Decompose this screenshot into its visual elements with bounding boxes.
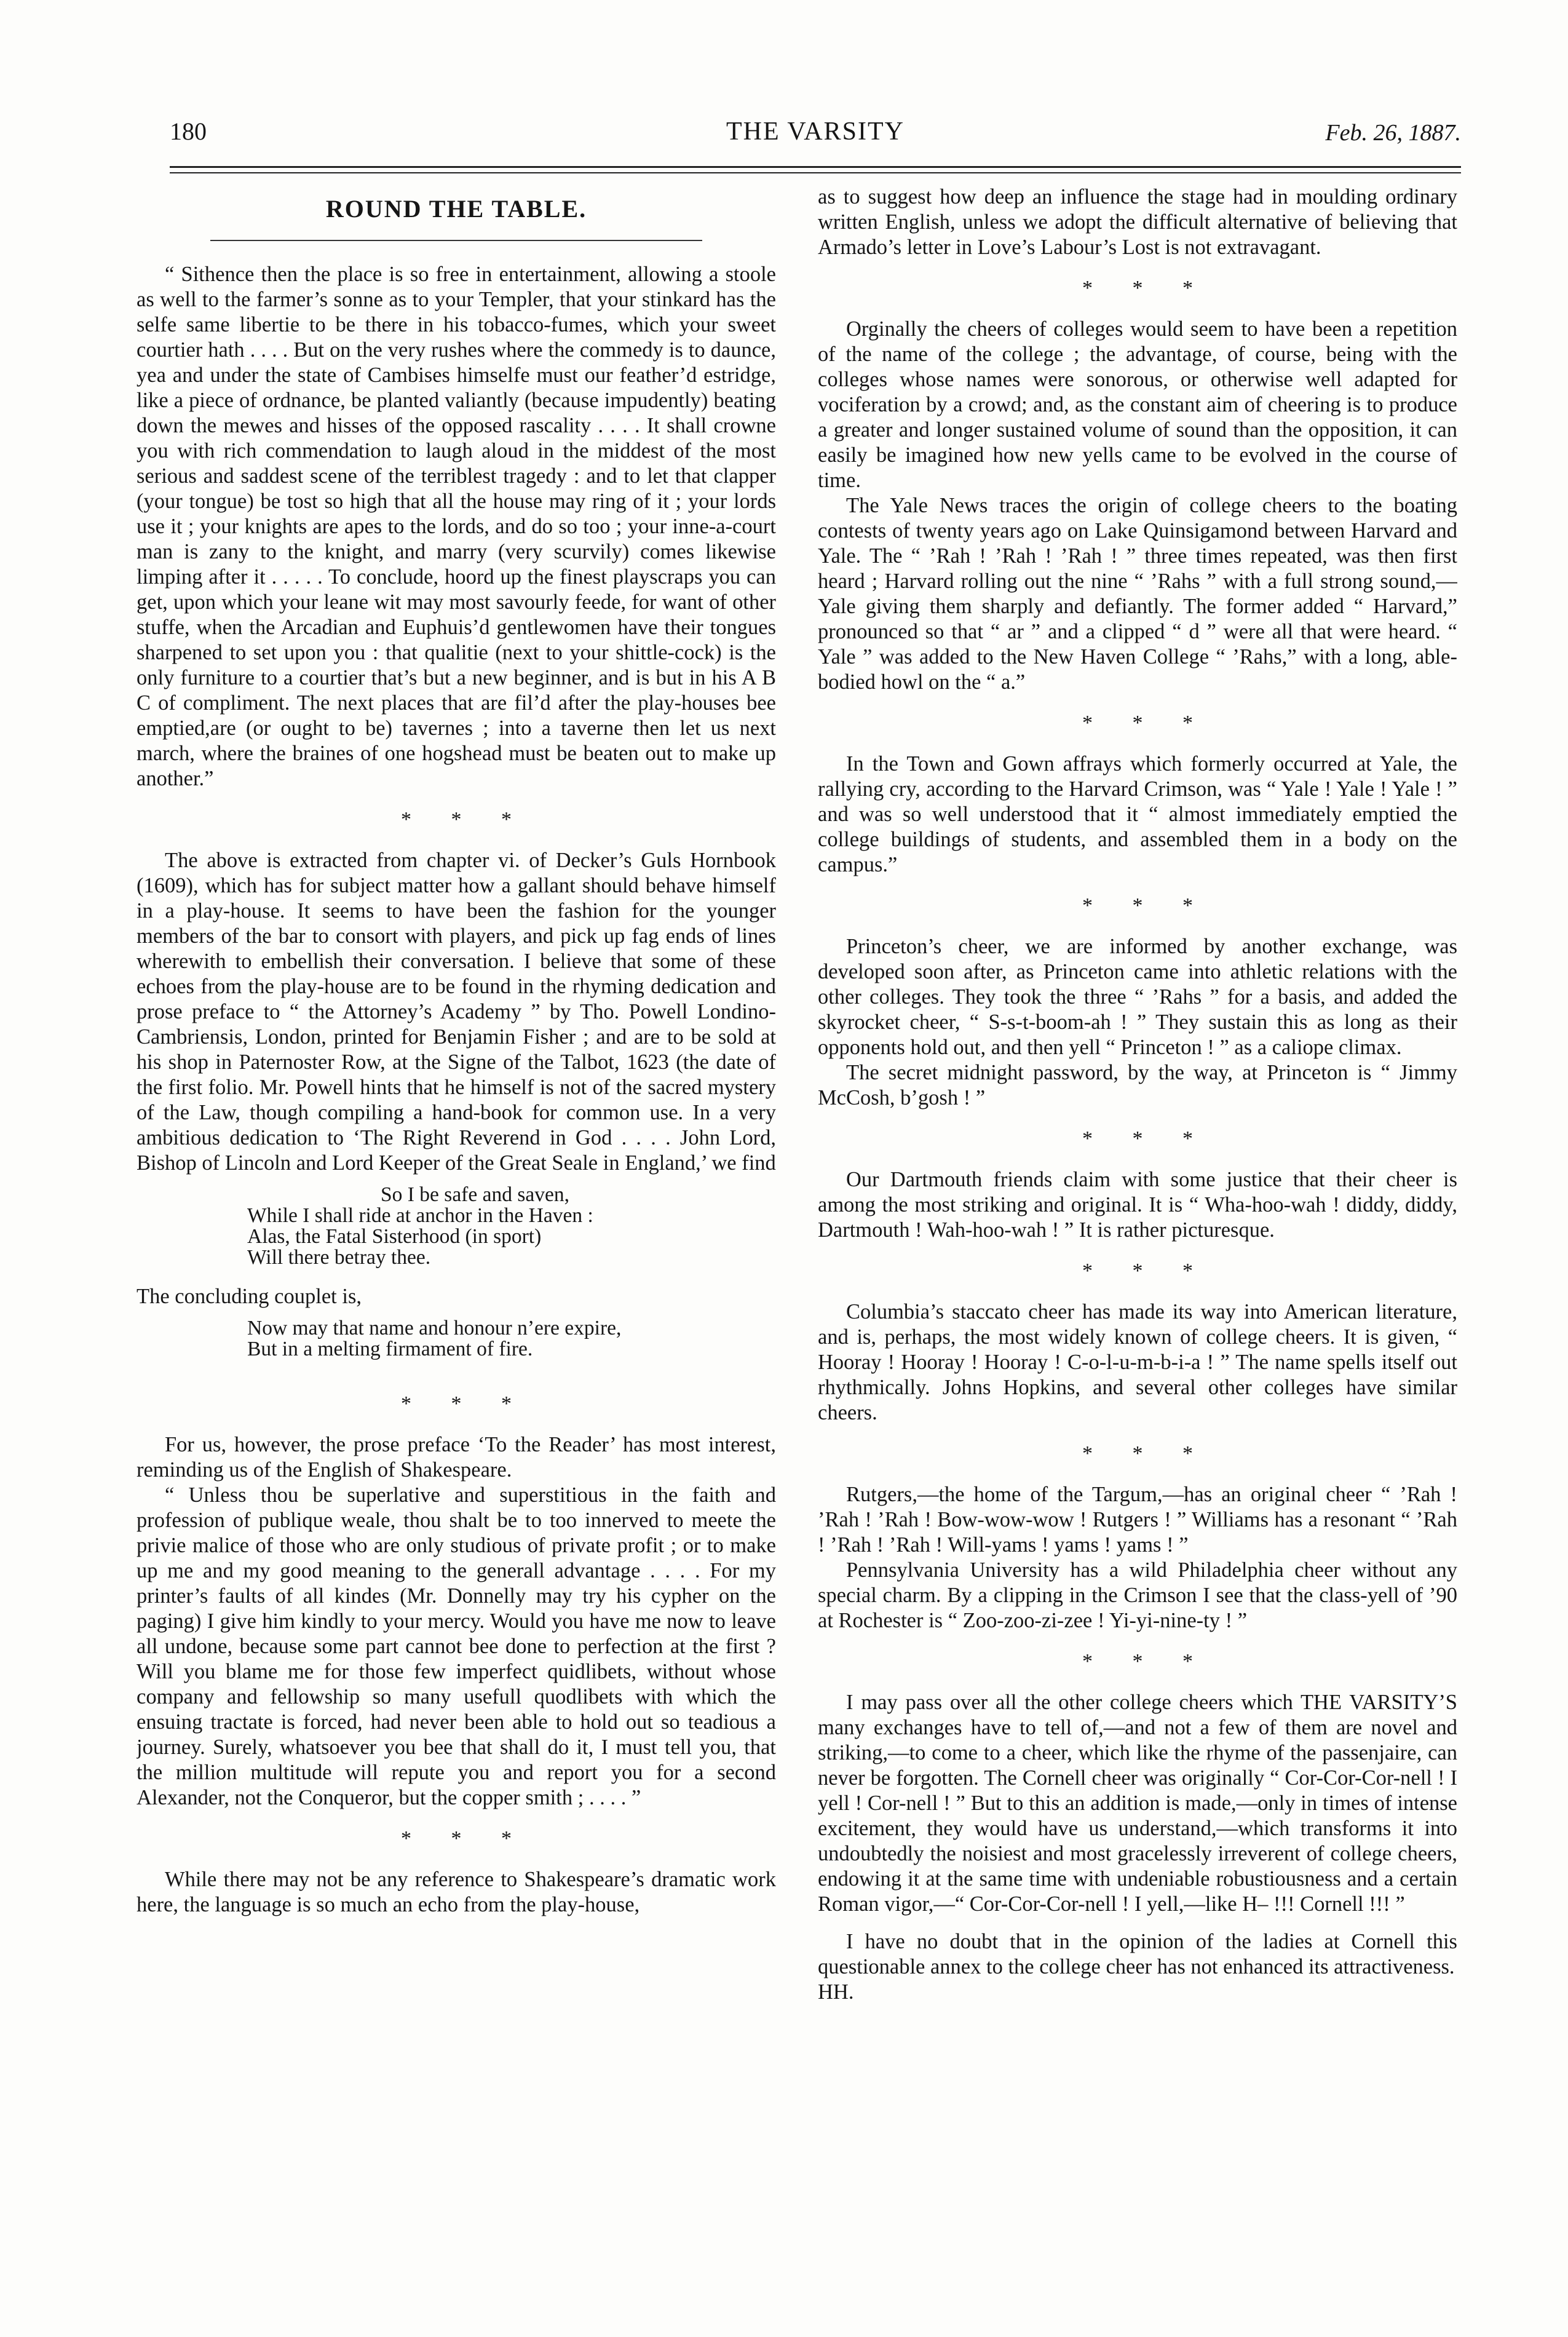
verse-couplet bbox=[137, 1318, 776, 1360]
separator-stars: * * * bbox=[1082, 1127, 1193, 1150]
section-title: ROUND THE TABLE. bbox=[325, 195, 587, 223]
verse-line: Now may that name and honour n’ere expire, bbox=[247, 1317, 622, 1339]
author-signature: HH. bbox=[818, 1980, 854, 2004]
paragraph-town-gown: In the Town and Gown affrays which formerly occurred at Yale, the rallying cry, according to the Harvard Crimson, was “ Yale ! Yale ! Yale ! ” and was so well understood that it “ almost immediately emptied the college buildings of students, and assembled them in a body on the campus.” bbox=[818, 752, 1457, 876]
paragraph-origin-cheers: Orginally the cheers of colleges would seem to have been a repetition of the name of the college ; the advantage, of course, being with the colleges whose names were sonorous, or otherwise well adapted for vociferation by a crowd; and, as the constant aim of cheering is to produce a greater and longer sustained volume of sound than the opposition, it can easily be imagined how new yells came to be evolved in the course of time. bbox=[818, 317, 1457, 492]
left-column bbox=[137, 184, 776, 2300]
paragraph-princeton-password: The secret midnight password, by the way, at Princeton is “ Jimmy McCosh, b’gosh ! ” bbox=[818, 1061, 1457, 1109]
separator-stars: * * * bbox=[1082, 894, 1193, 917]
separator-stars: * * * bbox=[1082, 1260, 1193, 1282]
verse-dedication bbox=[137, 1184, 776, 1268]
separator-stars: * * * bbox=[401, 1392, 512, 1415]
separator-stars: * * * bbox=[1082, 712, 1193, 734]
paragraph-decker-quote: “ Sithence then the place is so free in entertainment, allowing a stoole as well to the farmer’s sonne as to your Templer, that your stinkard has the selfe same libertie to be there in his tobacco-fumes, which your sweet courtier hath . . . . But on the very rushes where the commedy is to daunce, yea and under the state of Cambises himselfe must our feather’d estridge, like a piece of ordnance, be planted valiantly (because impudently) beating down the mewes and hisses of the opposed rascality . . . . It shall crowne you with rich commendation to laugh aloud in the middest of the most serious and saddest scene of the terriblest tragedy : and to let that clapper (your tongue) be tost so high that all the house may ring of it ; your lords use it ; your knights are apes to the lords, and do so too ; your inne-a-court man is zany to the knight, and marry (very scurvily) comes likewise limping after it . . . . . To conclude, hoord up the finest playscraps you can get, upon which your leane wit may most savourly feede, for want of other stuffe, when the Arcadian and Euphuis’d gentlewomen have their tongues sharpened to set upon you : that qualitie (next to your shittle-cock) is the only furniture to a courtier that’s but a new beginner, and is but in his A B C of compliment. The next places that are fil’d after the play-houses bee emptied,are (or ought to be) tavernes ; into a taverne then let us next march, where the braines of one hogshead must be beaten out to make up another.” bbox=[137, 263, 776, 790]
separator-stars: * * * bbox=[401, 808, 512, 831]
verse-line: Will there betray thee. bbox=[247, 1246, 431, 1269]
paragraph-rutgers: Rutgers,—the home of the Targum,—has an original cheer “ ’Rah ! ’Rah ! ’Rah ! Bow-wow-wow ! Rutgers ! ” Williams has a resonant “ ’Rah ! ’Rah ! ’Rah ! Will-yams ! yams ! yams ! ” bbox=[818, 1483, 1457, 1557]
page-header bbox=[170, 117, 1461, 160]
paragraph-columbia: Columbia’s staccato cheer has made its way into American literature, and is, perhaps, the most widely known of college cheers. It is given, “ Hooray ! Hooray ! Hooray ! C-o-l-u-m-b-i-a ! ” The name spells itself out rhythmically. Johns Hopkins, and several other colleges have similar cheers. bbox=[818, 1300, 1457, 1424]
issue-date: Feb. 26, 1887. bbox=[1325, 120, 1461, 146]
paragraph-prose-preface: For us, however, the prose preface ‘To the Reader’ has most interest, reminding us of the English of Shakespeare. bbox=[137, 1433, 776, 1482]
paragraph-dartmouth: Our Dartmouth friends claim with some justice that their cheer is among the most striking and original. It is “ Wha-hoo-wah ! diddy, diddy, Dartmouth ! Wah-hoo-wah ! ” It is rather picturesque. bbox=[818, 1168, 1457, 1242]
verse-line: But in a melting firmament of fire. bbox=[247, 1338, 533, 1360]
separator-stars: * * * bbox=[1082, 1650, 1193, 1673]
verse-line: Alas, the Fatal Sisterhood (in sport) bbox=[247, 1225, 542, 1248]
header-rule-top bbox=[170, 166, 1461, 168]
paragraph-guls-hornbook: The above is extracted from chapter vi. of Decker’s Guls Hornbook (1609), which has for subject matter how a gallant should behave himself in a play-house. It seems to have been the fashion for the younger members of the bar to consort with players, and pick up fag ends of lines wherewith to embellish their conversation. I believe that some of these echoes from the play-house are to be found in the rhyming dedication and prose preface to “ the Attorney’s Academy ” by Tho. Powell Londino-Cambriensis, London, printed for Benjamin Fisher ; and are to be sold at his shop in Paternoster Row, at the Signe of the Talbot, 1623 (the date of the first folio. Mr. Powell hints that he himself is not of the sacred mystery of the Law, though compiling a hand-book for common use. In a very ambitious dedication to ‘The Right Reverend in God . . . . John Lord, Bishop of Lincoln and Lord Keeper of the Great Seale in England,’ we find bbox=[137, 849, 776, 1175]
paragraph-yale-news: The Yale News traces the origin of college cheers to the boating contests of twenty years ago on Lake Quinsigamond between Harvard and Yale. The “ ’Rah ! ’Rah ! ’Rah ! ” three times repeated, was then first heard ; Harvard rolling out the nine “ ’Rahs ” with a full strong sound,—Yale giving them sharply and defiantly. The former added “ Harvard,” pronounced so that “ ar ” and a clipped “ d ” were all that were heard. “ Yale ” was added to the New Haven College “ ’Rahs,” with a long, able-bodied howl on the “ a.” bbox=[818, 494, 1457, 694]
verse-line: While I shall ride at anchor in the Haven : bbox=[247, 1204, 593, 1227]
title-rule bbox=[210, 240, 702, 241]
paragraph-cornell: I may pass over all the other college cheers which THE VARSITY’S many exchanges have to tell of,—and not a few of them are novel and striking,—to come to a cheer, which like the rhyme of the passenjaire, can never be forgotten. The Cornell cheer was originally “ Cor-Cor-Cor-nell ! I yell ! Cor-nell ! ” But to this an addition is made,—only in times of intense excitement, they would have us understand,—which transforms it into undoubtedly the noisiest and most gracelessly irreverent of college cheers, endowing it at the same time with undeniable robustiousness and a certain Roman vigor,—“ Cor-Cor-Cor-nell ! I yell,—like H– !!! Cornell !!! ” bbox=[818, 1691, 1457, 1916]
page-number: 180 bbox=[170, 117, 207, 145]
paragraph-princeton: Princeton’s cheer, we are informed by another exchange, was developed soon after, as Princeton came into athletic relations with the other colleges. They took the three “ ’Rahs ” for a basis, and added the skyrocket cheer, “ S-s-t-boom-ah ! ” They sustain this as long as their opponents hold out, and then yell “ Princeton ! ” as a caliope climax. bbox=[818, 935, 1457, 1059]
header-rule-bottom bbox=[170, 172, 1461, 173]
couplet-intro: The concluding couplet is, bbox=[137, 1285, 362, 1308]
separator-stars: * * * bbox=[1082, 1442, 1193, 1465]
paragraph-preface-quote: “ Unless thou be superlative and superstitious in the faith and profession of publique weale, thou shalt be to too innerved to meete the privie malice of those who are only studious of private profit ; or to make up me and my good meaning to the generall advantage . . . . For my printer’s faults of all kindes (Mr. Donnelly may try his cypher on the paging) I give him kindly to your mercy. Would you have me now to leave all undone, because some part cannot bee done to perfection at the first ? Will you blame me for those few imperfect quidlibets, without whose company and fellowship so many usefull quodlibets with which the ensuing tractate is forced, had never been able to hold out so teadious a journey. Surely, whatsoever you bee that shall do it, I must tell you, that the million multitude will repute you and report you for a second Alexander, not the Conqueror, but the copper smith ; . . . . ” bbox=[137, 1483, 776, 1809]
journal-title: THE VARSITY bbox=[726, 117, 905, 146]
paragraph-pennsylvania: Pennsylvania University has a wild Philadelphia cheer without any special charm. By a clipping in the Crimson I see that the class-yell of ’90 at Rochester is “ Zoo-zoo-zi-zee ! Yi-yi-nine-ty ! ” bbox=[818, 1558, 1457, 1632]
paragraph-continued: as to suggest how deep an influence the stage had in moulding ordinary written English, unless we adopt the difficult alternative of believing that Armado’s letter in Love’s Labour’s Lost is not extravagant. bbox=[818, 185, 1457, 259]
separator-stars: * * * bbox=[1082, 277, 1193, 300]
paragraph-shakespeare: While there may not be any reference to Shakespeare’s dramatic work here, the language is so much an echo from the play-house, bbox=[137, 1868, 776, 1916]
separator-stars: * * * bbox=[401, 1827, 512, 1850]
verse-line: So I be safe and saven, bbox=[381, 1183, 569, 1206]
right-column bbox=[818, 184, 1457, 2300]
paragraph-conclusion: I have no doubt that in the opinion of the ladies at Cornell this questionable annex to the college cheer has not enhanced its attractiveness. bbox=[818, 1930, 1457, 1978]
